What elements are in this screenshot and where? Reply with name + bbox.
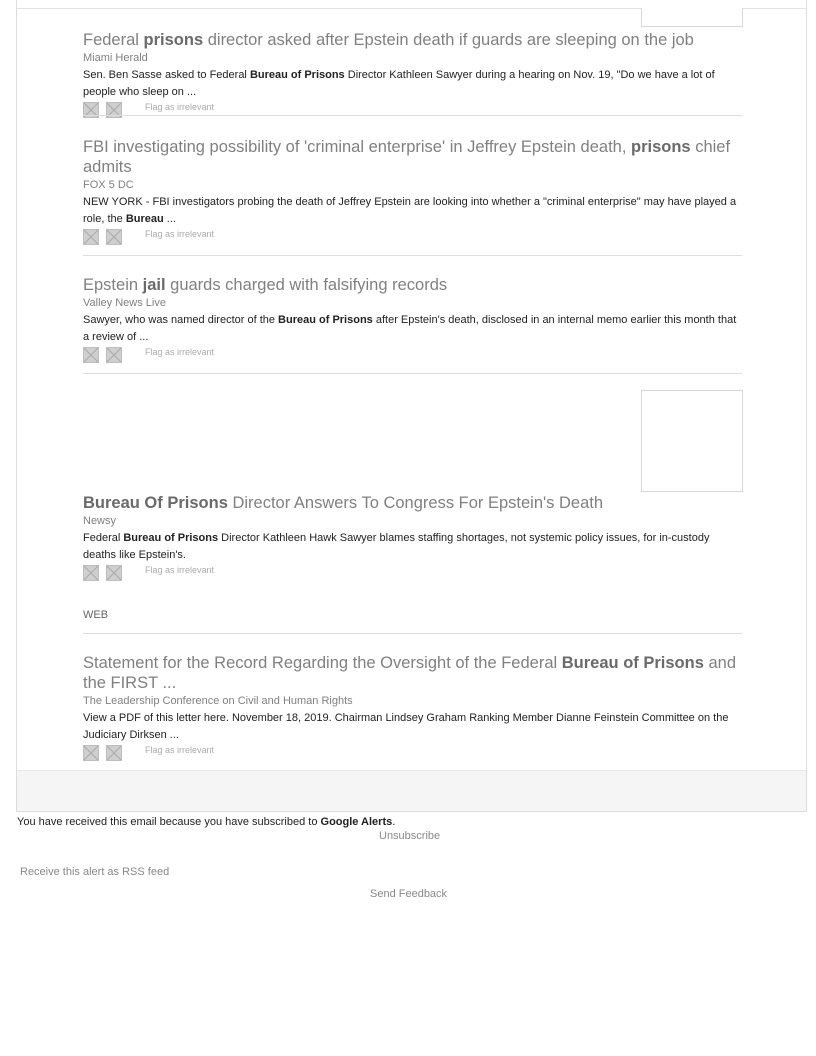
- flag-irrelevant-link[interactable]: Flag as irrelevant: [145, 347, 215, 357]
- source-name: Valley News Live: [83, 297, 166, 309]
- send-feedback-link[interactable]: Send Feedback: [370, 888, 448, 900]
- article-title-link[interactable]: Bureau Of Prisons Director Answers To Congress For Epstein's Death: [83, 494, 604, 512]
- flag-irrelevant-link[interactable]: Flag as irrelevant: [145, 102, 215, 112]
- flag-irrelevant-link[interactable]: Flag as irrelevant: [145, 745, 215, 755]
- thumbs-down-icon[interactable]: [106, 565, 122, 581]
- news-item: [83, 275, 743, 364]
- source-name: Miami Herald: [83, 52, 148, 64]
- rss-feed-link[interactable]: Receive this alert as RSS feed: [20, 866, 170, 878]
- flag-irrelevant-link[interactable]: Flag as irrelevant: [145, 565, 215, 575]
- article-snippet: Sawyer, who was named director of the Bureau of Prisons after Epstein's death, disclosed in an internal memo earlier this month that a review of ...: [83, 314, 737, 343]
- subscription-notice: You have received this email because you have subscribed to Google Alerts.: [17, 816, 396, 828]
- article-title-link[interactable]: FBI investigating possibility of 'criminal enterprise' in Jeffrey Epstein death, prisons chief admits: [83, 138, 731, 176]
- thumbs-up-icon[interactable]: [83, 347, 99, 363]
- source-name: The Leadership Conference on Civil and Human Rights: [83, 695, 353, 707]
- unsubscribe-link[interactable]: Unsubscribe: [379, 830, 441, 842]
- article-snippet: Sen. Ben Sasse asked to Federal Bureau of Prisons Director Kathleen Sawyer during a hearing on Nov. 19, "Do we have a lot of people who sleep on ...: [83, 69, 715, 98]
- card-footer: [17, 770, 806, 811]
- article-snippet: Federal Bureau of Prisons Director Kathleen Hawk Sawyer blames staffing shortages, not systemic policy issues, for in-custody deaths like Epstein's.: [83, 532, 710, 561]
- news-item: [83, 137, 743, 246]
- divider: [83, 255, 742, 256]
- source-name: Newsy: [83, 515, 117, 527]
- article-snippet: View a PDF of this letter here. November 18, 2019. Chairman Lindsey Graham Ranking Member Dianne Feinstein Committee on the Judiciary Dirksen ...: [83, 712, 729, 741]
- divider: [83, 633, 742, 634]
- thumbs-up-icon[interactable]: [83, 745, 99, 761]
- thumbnail-image[interactable]: [641, 8, 743, 27]
- article-title-link[interactable]: Statement for the Record Regarding the Oversight of the Federal Bureau of Prisons and the FIRST ...: [83, 654, 737, 692]
- thumbs-down-icon[interactable]: [106, 229, 122, 245]
- divider: [83, 115, 742, 116]
- flag-irrelevant-link[interactable]: Flag as irrelevant: [145, 229, 215, 239]
- article-snippet: NEW YORK - FBI investigators probing the death of Jeffrey Epstein are looking into whether a "criminal enterprise" may have played a role, the Bureau ...: [83, 196, 737, 225]
- divider: [83, 373, 742, 374]
- news-item: [83, 30, 743, 119]
- thumbs-up-icon[interactable]: [83, 229, 99, 245]
- web-item: [83, 653, 743, 762]
- thumbs-up-icon[interactable]: [83, 565, 99, 581]
- source-name: FOX 5 DC: [83, 179, 134, 191]
- thumbs-down-icon[interactable]: [106, 745, 122, 761]
- article-title-link[interactable]: Federal prisons director asked after Epstein death if guards are sleeping on the job: [83, 31, 694, 49]
- news-item: [83, 493, 743, 582]
- thumbs-down-icon[interactable]: [106, 347, 122, 363]
- section-label-web: WEB: [83, 609, 109, 621]
- article-title-link[interactable]: Epstein jail guards charged with falsifying records: [83, 276, 448, 294]
- thumbnail-image[interactable]: [641, 390, 743, 492]
- google-alerts-link[interactable]: Google Alerts: [320, 816, 393, 828]
